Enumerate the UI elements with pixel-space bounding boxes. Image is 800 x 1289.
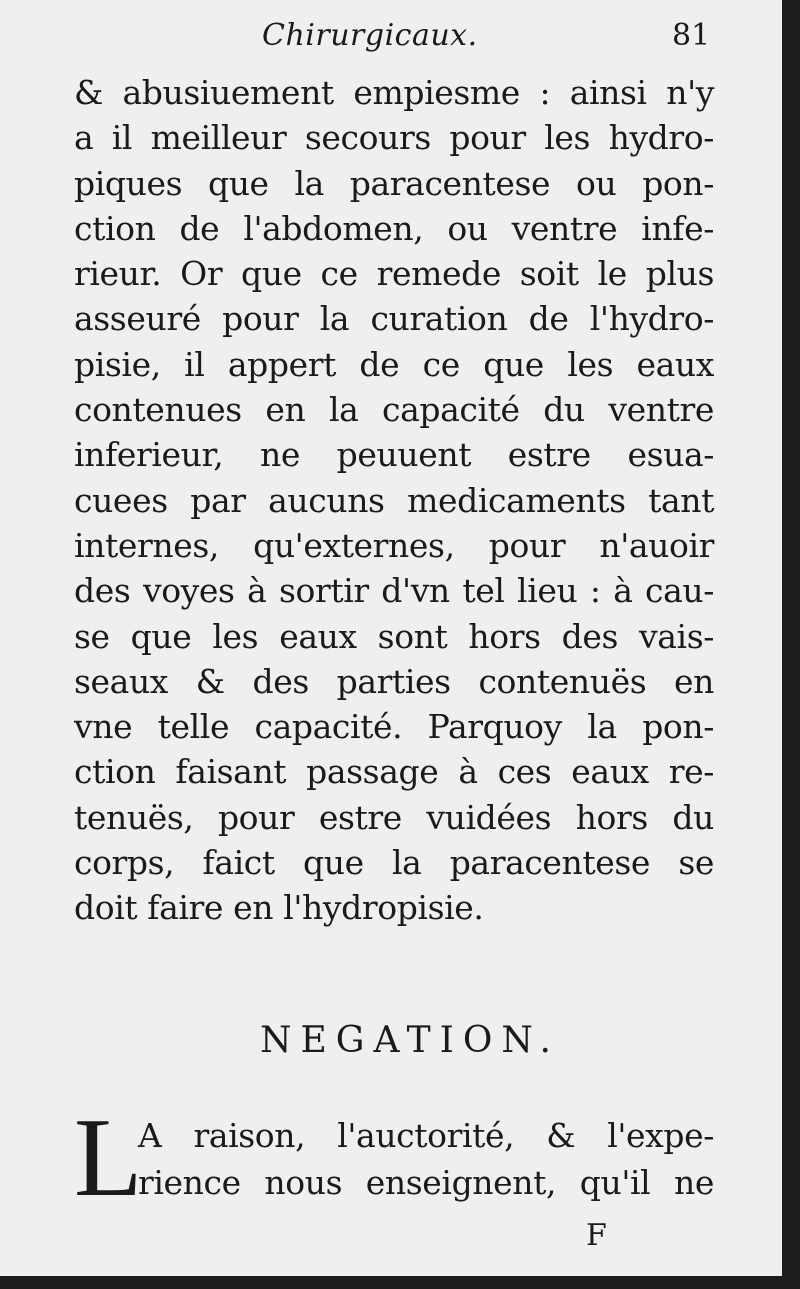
text-line: contenues en la capacité du ventre (74, 390, 714, 430)
page-number: 81 (672, 18, 711, 53)
second-paragraph (138, 1112, 714, 1206)
text-line: doit faire en l'hydropisie. (74, 888, 484, 928)
drop-cap-initial: L (74, 1096, 143, 1220)
section-heading: NEGATION. (260, 1020, 560, 1061)
text-line: rience nous enseignent, qu'il ne (138, 1163, 714, 1202)
text-line: pisie, il appert de ce que les eaux (74, 344, 714, 384)
text-line: corps, faict que la paracentese se (74, 843, 714, 883)
scan-edge-bottom (0, 1276, 800, 1289)
text-line: seaux & des parties contenuës en (74, 661, 714, 701)
text-line: & abusiuement empiesme : ainsi n'y (74, 73, 714, 112)
text-line: inferieur, ne peuuent estre esua- (74, 435, 714, 475)
text-line: a il meilleur secours pour les hydro- (74, 118, 714, 158)
body-paragraph (74, 70, 714, 931)
running-head: Chirurgicaux. (262, 18, 478, 53)
text-line: internes, qu'externes, pour n'auoir (74, 525, 714, 565)
text-line: vne telle capacité. Parquoy la pon- (74, 707, 714, 747)
text-line: tenuës, pour estre vuidées hors du (74, 797, 714, 837)
text-line: ction de l'abdomen, ou ventre infe- (74, 208, 714, 248)
text-line: des voyes à sortir d'vn tel lieu : à cau- (74, 571, 714, 611)
text-line: cuees par aucuns medicaments tant (74, 480, 714, 520)
signature-mark: F (586, 1218, 607, 1253)
text-line: rieur. Or que ce remede soit le plus (74, 254, 714, 294)
text-line: piques que la paracentese ou pon- (74, 163, 714, 203)
text-line: A raison, l'auctorité, & l'expe- (138, 1116, 714, 1155)
text-line: asseuré pour la curation de l'hydro- (74, 299, 714, 339)
text-line: se que les eaux sont hors des vais- (74, 616, 714, 656)
text-line: ction faisant passage à ces eaux re- (74, 752, 714, 792)
scan-edge-right (782, 0, 800, 1289)
